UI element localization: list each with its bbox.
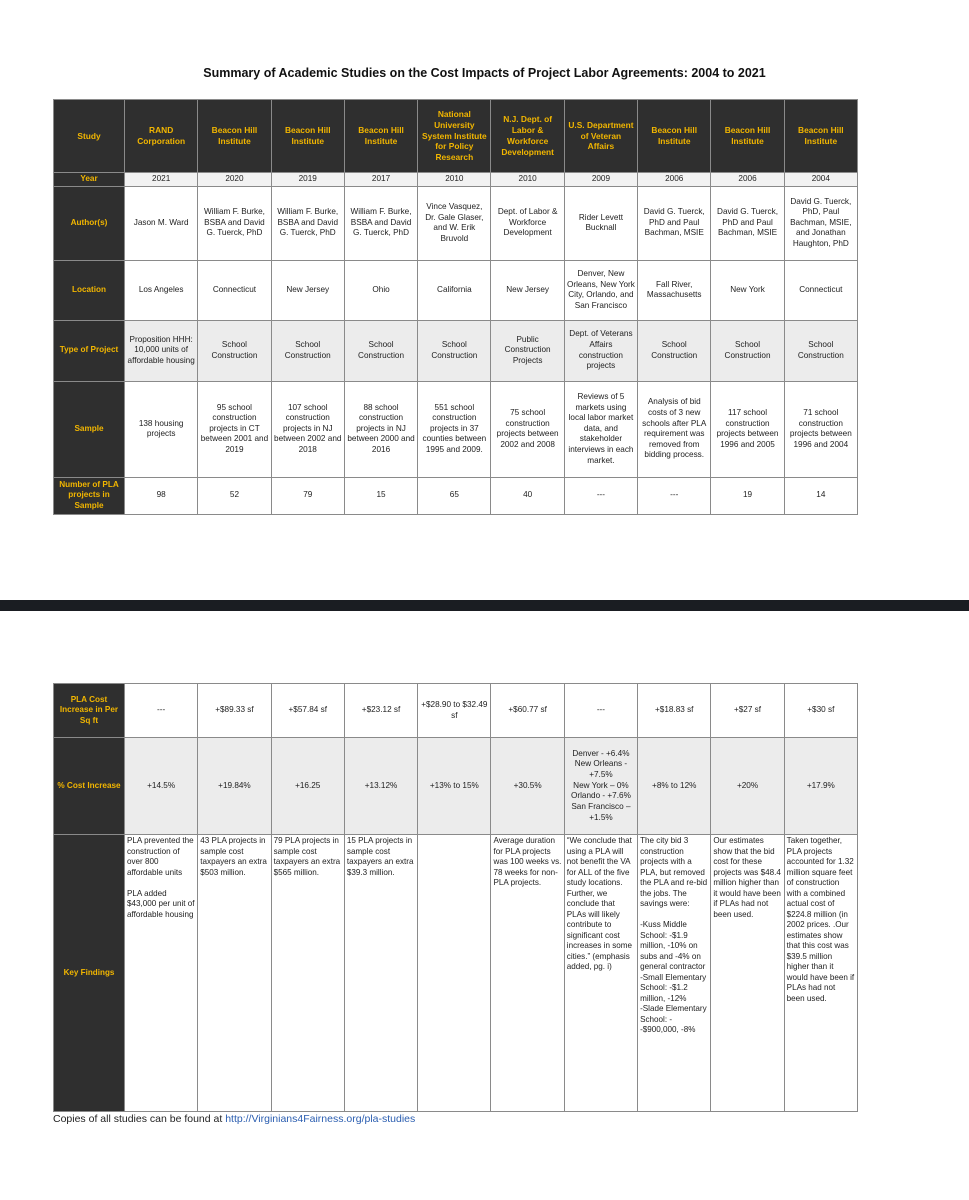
cell-study: N.J. Dept. of Labor & Workforce Development bbox=[491, 100, 564, 173]
cell-year: 2006 bbox=[711, 173, 784, 187]
cell-study: Beacon Hill Institute bbox=[344, 100, 417, 173]
cell-sample: 88 school construction projects in NJ between 2000 and 2016 bbox=[344, 381, 417, 477]
cell-year: 2020 bbox=[198, 173, 271, 187]
cell-sample: Analysis of bid costs of 3 new schools after PLA requirement was removed from bidding process. bbox=[638, 381, 711, 477]
cell-study: Beacon Hill Institute bbox=[711, 100, 784, 173]
cell-findings: 79 PLA projects in sample cost taxpayers an extra $565 million. bbox=[271, 835, 344, 1112]
cell-findings: The city bid 3 construction projects with a PLA, but removed the PLA and re-bid the jobs. The savings were: -Kuss Middle School: -$1.9 million, -10% on subs and -4% on general contractor -Small Elementary School: -$1.2 million, -12% -Slade Elementary School: --$900,000, -8% bbox=[638, 835, 711, 1112]
row-year bbox=[54, 173, 858, 187]
footer-note bbox=[53, 1113, 415, 1125]
row-sample bbox=[54, 381, 858, 477]
cell-study: Beacon Hill Institute bbox=[638, 100, 711, 173]
cell-year: 2017 bbox=[344, 173, 417, 187]
row-label: Number of PLA projects in Sample bbox=[54, 477, 125, 514]
cell-pla-count: 65 bbox=[418, 477, 491, 514]
cell-cost-sqft: +$27 sf bbox=[711, 684, 784, 738]
cell-pla-count: 19 bbox=[711, 477, 784, 514]
cell-year: 2010 bbox=[418, 173, 491, 187]
cell-pla-count: 15 bbox=[344, 477, 417, 514]
cell-findings bbox=[418, 835, 491, 1112]
cell-pla-count: 14 bbox=[784, 477, 857, 514]
row-label: % Cost Increase bbox=[54, 738, 125, 835]
cell-sample: 75 school construction projects between 2002 and 2008 bbox=[491, 381, 564, 477]
cell-type: School Construction bbox=[638, 320, 711, 381]
studies-link[interactable]: http://Virginians4Fairness.org/pla-studies bbox=[225, 1113, 416, 1125]
cell-pct-cost: +19.84% bbox=[198, 738, 271, 835]
studies-table-bottom bbox=[53, 683, 858, 1112]
cell-type: School Construction bbox=[198, 320, 271, 381]
row-label: Study bbox=[54, 100, 125, 173]
cell-pla-count: --- bbox=[564, 477, 637, 514]
page-title: Summary of Academic Studies on the Cost Impacts of Project Labor Agreements: 2004 to 2021 bbox=[203, 66, 766, 80]
cell-cost-sqft: +$60.77 sf bbox=[491, 684, 564, 738]
cell-pct-cost: +16.25 bbox=[271, 738, 344, 835]
cell-pct-cost: Denver - +6.4% New Orleans - +7.5% New York – 0% Orlando - +7.6% San Francisco – +1.5% bbox=[564, 738, 637, 835]
cell-type: School Construction bbox=[418, 320, 491, 381]
cell-cost-sqft: +$23.12 sf bbox=[344, 684, 417, 738]
cell-study: RAND Corporation bbox=[125, 100, 198, 173]
studies-table-top bbox=[53, 99, 858, 515]
cell-pla-count: 52 bbox=[198, 477, 271, 514]
cell-findings: Our estimates show that the bid cost for these projects was $48.4 million higher than it would have been if PLAs had not been used. bbox=[711, 835, 784, 1112]
cell-sample: 95 school construction projects in CT between 2001 and 2019 bbox=[198, 381, 271, 477]
row-label: Type of Project bbox=[54, 320, 125, 381]
cell-cost-sqft: +$89.33 sf bbox=[198, 684, 271, 738]
cell-year: 2009 bbox=[564, 173, 637, 187]
cell-location: Connecticut bbox=[784, 260, 857, 320]
cell-type: School Construction bbox=[344, 320, 417, 381]
cell-pla-count: --- bbox=[638, 477, 711, 514]
cell-sample: 107 school construction projects in NJ between 2002 and 2018 bbox=[271, 381, 344, 477]
cell-authors: William F. Burke, BSBA and David G. Tuerck, PhD bbox=[344, 186, 417, 260]
cell-cost-sqft: --- bbox=[125, 684, 198, 738]
cell-pct-cost: +20% bbox=[711, 738, 784, 835]
cell-pla-count: 98 bbox=[125, 477, 198, 514]
cell-pct-cost: +13% to 15% bbox=[418, 738, 491, 835]
cell-pct-cost: +13.12% bbox=[344, 738, 417, 835]
cell-location: New Jersey bbox=[491, 260, 564, 320]
cell-location: New York bbox=[711, 260, 784, 320]
cell-sample: 138 housing projects bbox=[125, 381, 198, 477]
cell-pct-cost: +17.9% bbox=[784, 738, 857, 835]
cell-sample: Reviews of 5 markets using local labor market data, and stakeholder interviews in each market. bbox=[564, 381, 637, 477]
cell-findings: Taken together, PLA projects accounted for 1.32 million square feet of construction with a combined actual cost of $224.8 million (in 2002 prices. .Our estimates show that this cost was $39.5 million higher than it would have been if PLAs had not been used. bbox=[784, 835, 857, 1112]
cell-year: 2010 bbox=[491, 173, 564, 187]
cell-cost-sqft: +$18.83 sf bbox=[638, 684, 711, 738]
cell-cost-sqft: +$57.84 sf bbox=[271, 684, 344, 738]
section-divider bbox=[0, 600, 969, 611]
cell-authors: David G. Tuerck, PhD and Paul Bachman, MSIE bbox=[711, 186, 784, 260]
cell-findings: “We conclude that using a PLA will not benefit the VA for ALL of the five study locations. Further, we conclude that PLAs will likely contribute to significant cost increases in some cities.” (emphasis added, pg. i) bbox=[564, 835, 637, 1112]
cell-location: Connecticut bbox=[198, 260, 271, 320]
cell-type: School Construction bbox=[711, 320, 784, 381]
row-label: Sample bbox=[54, 381, 125, 477]
cell-authors: Rider Levett Bucknall bbox=[564, 186, 637, 260]
cell-sample: 71 school construction projects between 1996 and 2004 bbox=[784, 381, 857, 477]
cell-location: Fall River, Massachusetts bbox=[638, 260, 711, 320]
row-label: Author(s) bbox=[54, 186, 125, 260]
cell-type: School Construction bbox=[784, 320, 857, 381]
cell-pct-cost: +30.5% bbox=[491, 738, 564, 835]
row-type bbox=[54, 320, 858, 381]
cell-pla-count: 79 bbox=[271, 477, 344, 514]
cell-type: Proposition HHH: 10,000 units of affordable housing bbox=[125, 320, 198, 381]
row-authors bbox=[54, 186, 858, 260]
cell-type: Dept. of Veterans Affairs construction projects bbox=[564, 320, 637, 381]
cell-sample: 117 school construction projects between 1996 and 2005 bbox=[711, 381, 784, 477]
cell-location: Denver, New Orleans, New York City, Orlando, and San Francisco bbox=[564, 260, 637, 320]
row-label: Location bbox=[54, 260, 125, 320]
cell-cost-sqft: +$28.90 to $32.49 sf bbox=[418, 684, 491, 738]
cell-year: 2019 bbox=[271, 173, 344, 187]
cell-findings: Average duration for PLA projects was 100 weeks vs. 78 weeks for non-PLA projects. bbox=[491, 835, 564, 1112]
row-pla-count bbox=[54, 477, 858, 514]
cell-study: U.S. Department of Veteran Affairs bbox=[564, 100, 637, 173]
row-label: Year bbox=[54, 173, 125, 187]
cell-location: California bbox=[418, 260, 491, 320]
cell-year: 2004 bbox=[784, 173, 857, 187]
cell-study: Beacon Hill Institute bbox=[271, 100, 344, 173]
cell-year: 2021 bbox=[125, 173, 198, 187]
cell-type: Public Construction Projects bbox=[491, 320, 564, 381]
cell-findings: 15 PLA projects in sample cost taxpayers an extra $39.3 million. bbox=[344, 835, 417, 1112]
footer-text: Copies of all studies can be found at bbox=[53, 1113, 226, 1125]
row-label: Key Findings bbox=[54, 835, 125, 1112]
cell-authors: William F. Burke, BSBA and David G. Tuerck, PhD bbox=[198, 186, 271, 260]
cell-location: New Jersey bbox=[271, 260, 344, 320]
cell-location: Ohio bbox=[344, 260, 417, 320]
row-label: PLA Cost Increase in Per Sq ft bbox=[54, 684, 125, 738]
cell-sample: 551 school construction projects in 37 counties between 1995 and 2009. bbox=[418, 381, 491, 477]
row-location bbox=[54, 260, 858, 320]
cell-study: Beacon Hill Institute bbox=[784, 100, 857, 173]
row-cost-sqft bbox=[54, 684, 858, 738]
cell-type: School Construction bbox=[271, 320, 344, 381]
cell-findings: PLA prevented the construction of over 800 affordable units PLA added $43,000 per unit of affordable housing bbox=[125, 835, 198, 1112]
cell-study: Beacon Hill Institute bbox=[198, 100, 271, 173]
cell-pct-cost: +14.5% bbox=[125, 738, 198, 835]
cell-cost-sqft: --- bbox=[564, 684, 637, 738]
row-study bbox=[54, 100, 858, 173]
cell-authors: David G. Tuerck, PhD, Paul Bachman, MSIE, and Jonathan Haughton, PhD bbox=[784, 186, 857, 260]
cell-authors: Vince Vasquez, Dr. Gale Glaser, and W. Erik Bruvold bbox=[418, 186, 491, 260]
cell-authors: David G. Tuerck, PhD and Paul Bachman, MSIE bbox=[638, 186, 711, 260]
cell-pct-cost: +8% to 12% bbox=[638, 738, 711, 835]
row-findings bbox=[54, 835, 858, 1112]
cell-authors: Dept. of Labor & Workforce Development bbox=[491, 186, 564, 260]
cell-cost-sqft: +$30 sf bbox=[784, 684, 857, 738]
row-pct-cost bbox=[54, 738, 858, 835]
cell-authors: William F. Burke, BSBA and David G. Tuerck, PhD bbox=[271, 186, 344, 260]
cell-location: Los Angeles bbox=[125, 260, 198, 320]
cell-findings: 43 PLA projects in sample cost taxpayers an extra $503 million. bbox=[198, 835, 271, 1112]
cell-study: National University System Institute for Policy Research bbox=[418, 100, 491, 173]
cell-authors: Jason M. Ward bbox=[125, 186, 198, 260]
cell-year: 2006 bbox=[638, 173, 711, 187]
cell-pla-count: 40 bbox=[491, 477, 564, 514]
